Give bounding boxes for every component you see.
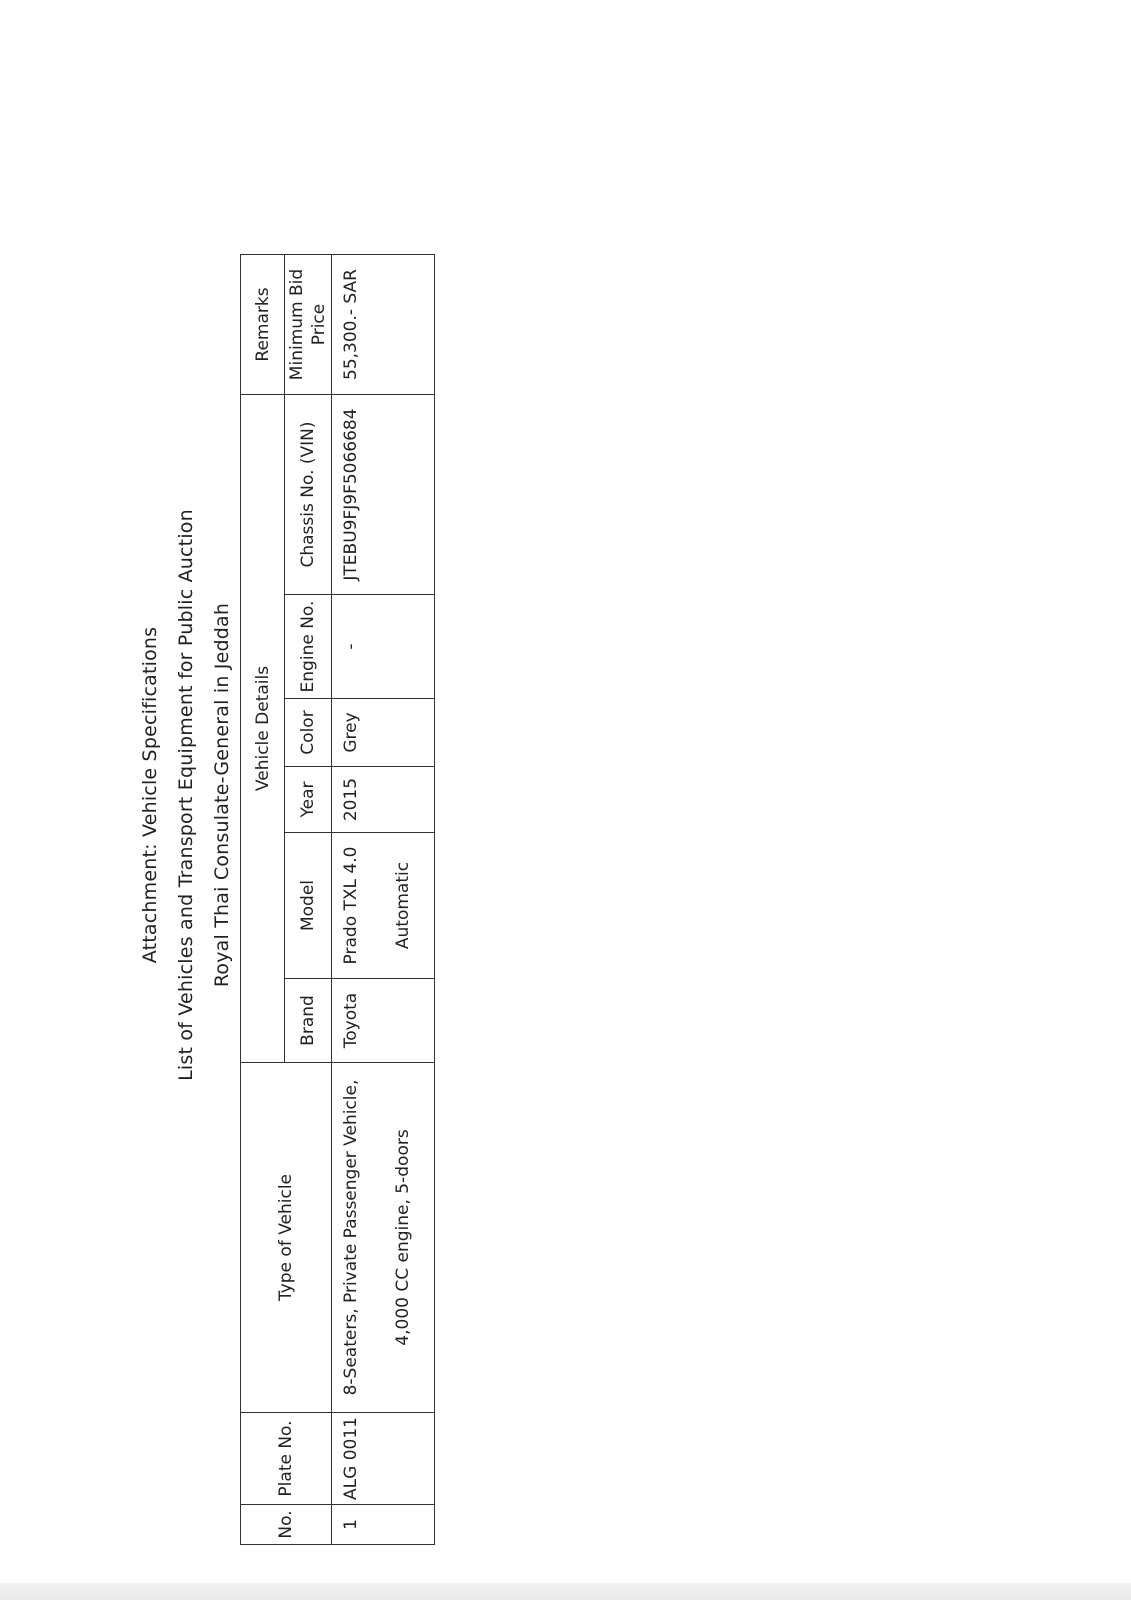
header-chassis-no: Chassis No. (VIN) (285, 395, 332, 595)
header-engine-no: Engine No. (285, 595, 332, 699)
header-no: No. (241, 1505, 332, 1545)
cell-brand: Toyota (332, 979, 435, 1063)
header-type-of-vehicle: Type of Vehicle (241, 1063, 332, 1413)
header-model: Model (285, 833, 332, 979)
type-line-2: 4,000 CC engine, 5-doors (393, 1129, 413, 1346)
type-line-1: 8-Seaters, Private Passenger Vehicle, (341, 1079, 361, 1396)
model-line-2: Automatic (393, 861, 413, 950)
document-issuer: Royal Thai Consulate-General in Jeddah (211, 602, 233, 988)
document-title: Attachment: Vehicle Specifications (139, 626, 161, 964)
header-year: Year (285, 767, 332, 833)
header-brand: Brand (285, 979, 332, 1063)
table-row (332, 255, 435, 1545)
cell-plate-no: ALG 0011 (332, 1413, 435, 1505)
cell-minimum-bid-price: 55,300.- SAR (332, 255, 435, 395)
cell-type-of-vehicle (332, 1063, 435, 1413)
cell-no: 1 (332, 1505, 435, 1545)
header-plate-no: Plate No. (241, 1413, 332, 1505)
cell-model (332, 833, 435, 979)
cell-chassis-no: JTEBU9FJ9F5066684 (332, 395, 435, 595)
header-color: Color (285, 699, 332, 767)
model-line-1: Prado TXL 4.0 (341, 846, 361, 965)
cell-engine-no: - (332, 595, 435, 699)
cell-color: Grey (332, 699, 435, 767)
document-sheet (135, 45, 835, 1545)
scan-bottom-edge (0, 1583, 1131, 1600)
document-subtitle: List of Vehicles and Transport Equipment for Public Auction (175, 509, 197, 1081)
header-remarks: Remarks (241, 255, 285, 395)
header-minimum-bid-price: Minimum Bid Price (285, 255, 332, 395)
header-vehicle-details: Vehicle Details (241, 395, 285, 1063)
cell-year: 2015 (332, 767, 435, 833)
vehicle-spec-table (240, 254, 435, 1545)
